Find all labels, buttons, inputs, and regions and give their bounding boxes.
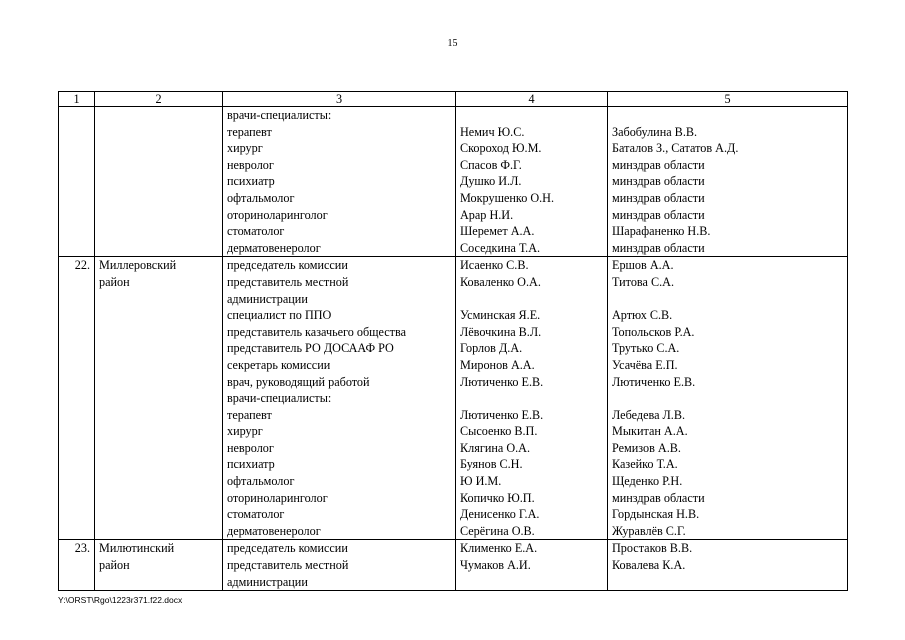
- page-number: 15: [447, 38, 458, 49]
- reserve-line: Щеденко Р.Н.: [612, 474, 683, 489]
- member-line: Шеремет А.А.: [460, 224, 535, 239]
- reserve-line: Забобулина В.В.: [612, 124, 698, 139]
- table-row: [59, 107, 848, 257]
- district-line: Миллеровский: [99, 258, 177, 273]
- role-line: стоматолог: [227, 224, 285, 239]
- table-row: [59, 540, 848, 591]
- roles-cell: [223, 257, 456, 540]
- district-line: район: [99, 274, 130, 289]
- member-line: Исаенко С.В.: [460, 258, 529, 273]
- role-line: специалист по ППО: [227, 308, 332, 323]
- role-line: терапевт: [227, 124, 272, 139]
- reserve-members-cell: [608, 540, 848, 591]
- role-line: психиатр: [227, 457, 275, 472]
- member-line: Скороход Ю.М.: [460, 141, 542, 156]
- row-number: [59, 107, 95, 257]
- header-col-4: 4: [456, 92, 608, 107]
- member-line: Немич Ю.С.: [460, 124, 525, 139]
- reserve-members-cell: [608, 107, 848, 257]
- member-line: Усминская Я.Е.: [460, 308, 541, 323]
- member-line: Сысоенко В.П.: [460, 424, 538, 439]
- header-col-3: 3: [223, 92, 456, 107]
- member-line: Лютиченко Е.В.: [460, 374, 544, 389]
- role-line: дерматовенеролог: [227, 523, 321, 538]
- member-line: Чумаков А.И.: [460, 558, 531, 573]
- role-line: врач, руководящий работой: [227, 374, 370, 389]
- main-members-cell: [456, 257, 608, 540]
- role-line: оториноларинголог: [227, 207, 328, 222]
- member-line: Серёгина О.В.: [460, 523, 535, 538]
- reserve-line: минздрав области: [612, 157, 705, 172]
- role-line: дерматовенеролог: [227, 240, 321, 255]
- role-line: невролог: [227, 440, 274, 455]
- main-members-cell: [456, 540, 608, 591]
- role-line: врачи-специалисты:: [227, 108, 332, 122]
- role-line: психиатр: [227, 174, 275, 189]
- role-line: терапевт: [227, 407, 272, 422]
- reserve-line: Ковалева К.А.: [612, 558, 686, 573]
- reserve-line: Баталов З., Сататов А.Д.: [612, 141, 739, 156]
- reserve-line: Титова С.А.: [612, 274, 674, 289]
- header-col-1: 1: [59, 92, 95, 107]
- reserve-line: минздрав области: [612, 240, 705, 255]
- member-line: Лютиченко Е.В.: [460, 407, 544, 422]
- reserve-line: Лютиченко Е.В.: [612, 374, 696, 389]
- reserve-line: минздрав области: [612, 174, 705, 189]
- role-line: представитель местной: [227, 558, 349, 573]
- table-header-row: [59, 92, 848, 107]
- role-line: представитель казачьего общества: [227, 324, 407, 339]
- reserve-line: [612, 574, 843, 591]
- reserve-line: Усачёва Е.П.: [612, 357, 678, 372]
- role-line: администрации: [227, 574, 308, 589]
- member-line: Душко И.Л.: [460, 174, 522, 189]
- reserve-line: Журавлёв С.Г.: [612, 523, 686, 538]
- reserve-line: Казейко Т.А.: [612, 457, 678, 472]
- member-line: [460, 574, 603, 591]
- header-col-2: 2: [95, 92, 223, 107]
- role-line: невролог: [227, 157, 274, 172]
- reserve-line: минздрав области: [612, 207, 705, 222]
- role-line: врачи-специалисты:: [227, 391, 332, 406]
- member-line: Соседкина Т.А.: [460, 240, 541, 255]
- role-line: представитель РО ДОСААФ РО: [227, 341, 394, 356]
- reserve-line: минздрав области: [612, 490, 705, 505]
- district-line: район: [99, 558, 130, 573]
- member-line: [460, 291, 603, 308]
- reserve-line: Шарафаненко Н.В.: [612, 224, 711, 239]
- reserve-line: Простаков В.В.: [612, 541, 693, 556]
- reserve-line: Лебедева Л.В.: [612, 407, 686, 422]
- role-line: оториноларинголог: [227, 490, 328, 505]
- member-line: Буянов С.Н.: [460, 457, 523, 472]
- role-line: председатель комиссии: [227, 541, 348, 556]
- member-line: Спасов Ф.Г.: [460, 157, 522, 172]
- reserve-line: Артюх С.В.: [612, 308, 673, 323]
- reserve-line: Ершов А.А.: [612, 258, 674, 273]
- reserve-line: Ремизов А.В.: [612, 440, 681, 455]
- district-cell: [95, 107, 223, 257]
- role-line: представитель местной: [227, 274, 349, 289]
- file-path-footer: Y:\ORST\Rgo\1223r371.f22.docx: [58, 595, 183, 605]
- district-line: Милютинский: [99, 541, 175, 556]
- reserve-line: минздрав области: [612, 190, 705, 205]
- district-cell: [95, 257, 223, 540]
- member-line: [460, 390, 603, 407]
- reserve-line: Мыкитан А.А.: [612, 424, 688, 439]
- member-line: Клягина О.А.: [460, 440, 531, 455]
- member-line: Копичко Ю.П.: [460, 490, 535, 505]
- reserve-members-cell: [608, 257, 848, 540]
- role-line: офтальмолог: [227, 190, 295, 205]
- member-line: Денисенко Г.А.: [460, 507, 540, 522]
- role-line: председатель комиссии: [227, 258, 348, 273]
- reserve-line: Трутько С.А.: [612, 341, 680, 356]
- table-body: [59, 107, 848, 591]
- member-line: Горлов Д.А.: [460, 341, 523, 356]
- role-line: стоматолог: [227, 507, 285, 522]
- role-line: секретарь комиссии: [227, 357, 331, 372]
- reserve-line: [612, 291, 843, 308]
- member-line: Лёвочкина В.Л.: [460, 324, 542, 339]
- member-line: [460, 107, 603, 124]
- roles-cell: [223, 107, 456, 257]
- role-line: хирург: [227, 424, 263, 439]
- roles-cell: [223, 540, 456, 591]
- table-row: [59, 257, 848, 540]
- reserve-line: Топольсков Р.А.: [612, 324, 695, 339]
- member-line: Клименко Е.А.: [460, 541, 538, 556]
- role-line: офтальмолог: [227, 474, 295, 489]
- main-members-cell: [456, 107, 608, 257]
- row-number: 22.: [59, 257, 95, 540]
- reserve-line: [612, 107, 843, 124]
- role-line: хирург: [227, 141, 263, 156]
- member-line: Миронов А.А.: [460, 357, 535, 372]
- district-cell: [95, 540, 223, 591]
- member-line: Арар Н.И.: [460, 207, 514, 222]
- member-line: Мокрушенко О.Н.: [460, 190, 555, 205]
- reserve-line: [612, 390, 843, 407]
- header-col-5: 5: [608, 92, 848, 107]
- member-line: Ю И.М.: [460, 474, 502, 489]
- member-line: Коваленко О.А.: [460, 274, 541, 289]
- reserve-line: Гордынская Н.В.: [612, 507, 700, 522]
- role-line: администрации: [227, 291, 308, 306]
- row-number: 23.: [59, 540, 95, 591]
- commission-table: [58, 91, 848, 591]
